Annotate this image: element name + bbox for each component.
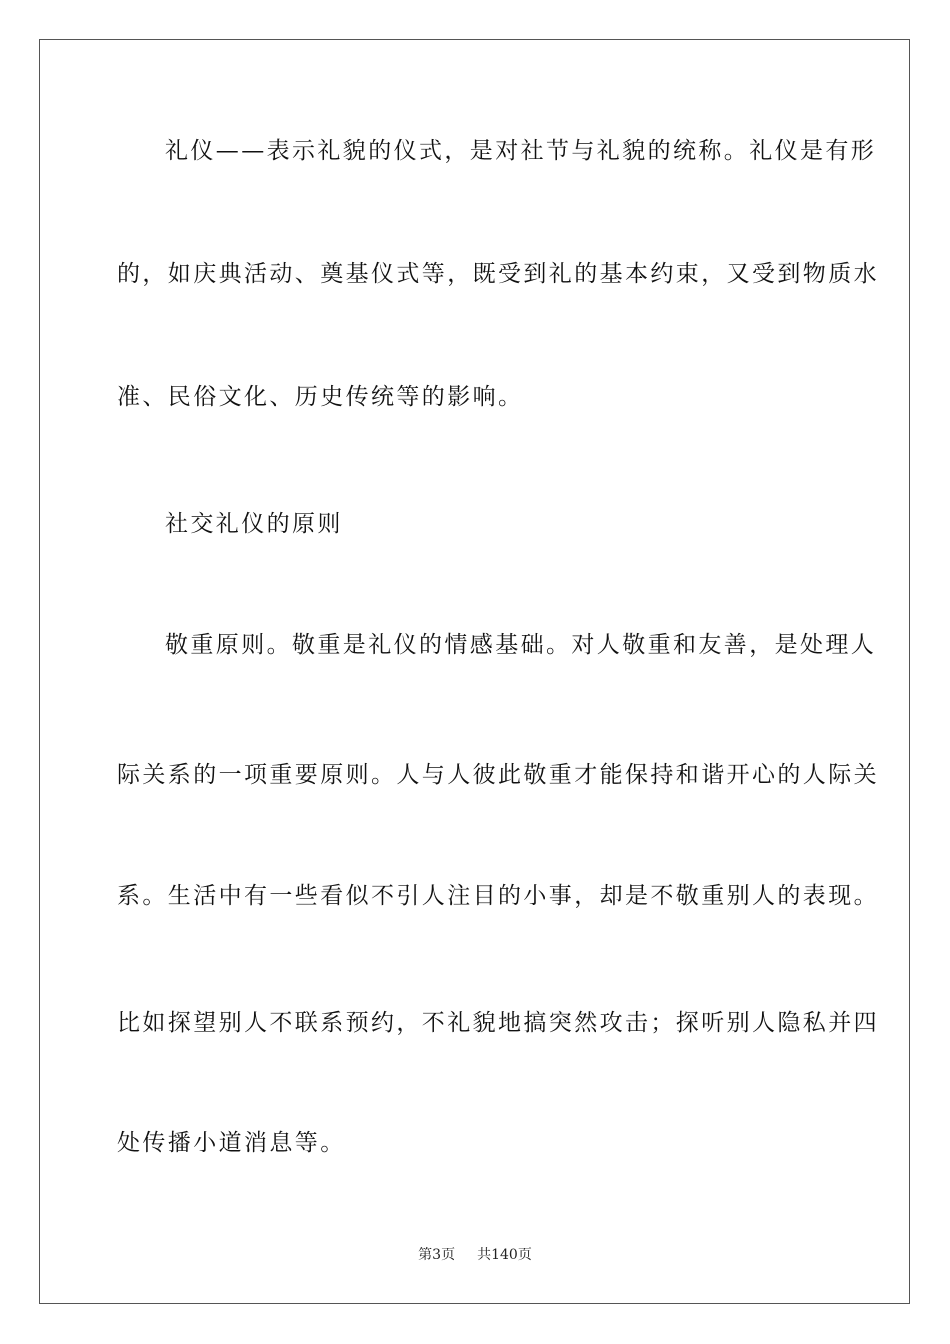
page-frame: [39, 39, 910, 1304]
page-footer: [0, 1246, 950, 1264]
paragraph-line: 际关系的一项重要原则。人与人彼此敬重才能保持和谐开心的人际关: [117, 762, 879, 788]
paragraph-line: 准、民俗文化、历史传统等的影响。: [117, 384, 524, 410]
paragraph-line: 礼仪——表示礼貌的仪式，是对社节与礼貌的统称。礼仪是有形: [165, 138, 877, 164]
page-number: 第3页: [418, 1247, 456, 1263]
paragraph-line: 处传播小道消息等。: [117, 1130, 346, 1156]
paragraph-line: 的，如庆典活动、奠基仪式等，既受到礼的基本约束，又受到物质水: [117, 261, 879, 287]
paragraph-line: 系。生活中有一些看似不引人注目的小事，却是不敬重别人的表现。: [117, 883, 879, 909]
paragraph-line: 比如探望别人不联系预约，不礼貌地搞突然攻击；探听别人隐私并四: [117, 1010, 879, 1036]
section-heading: 社交礼仪的原则: [165, 511, 343, 537]
paragraph-line: 敬重原则。敬重是礼仪的情感基础。对人敬重和友善，是处理人: [165, 632, 877, 658]
page-total: 共140页: [477, 1247, 532, 1263]
